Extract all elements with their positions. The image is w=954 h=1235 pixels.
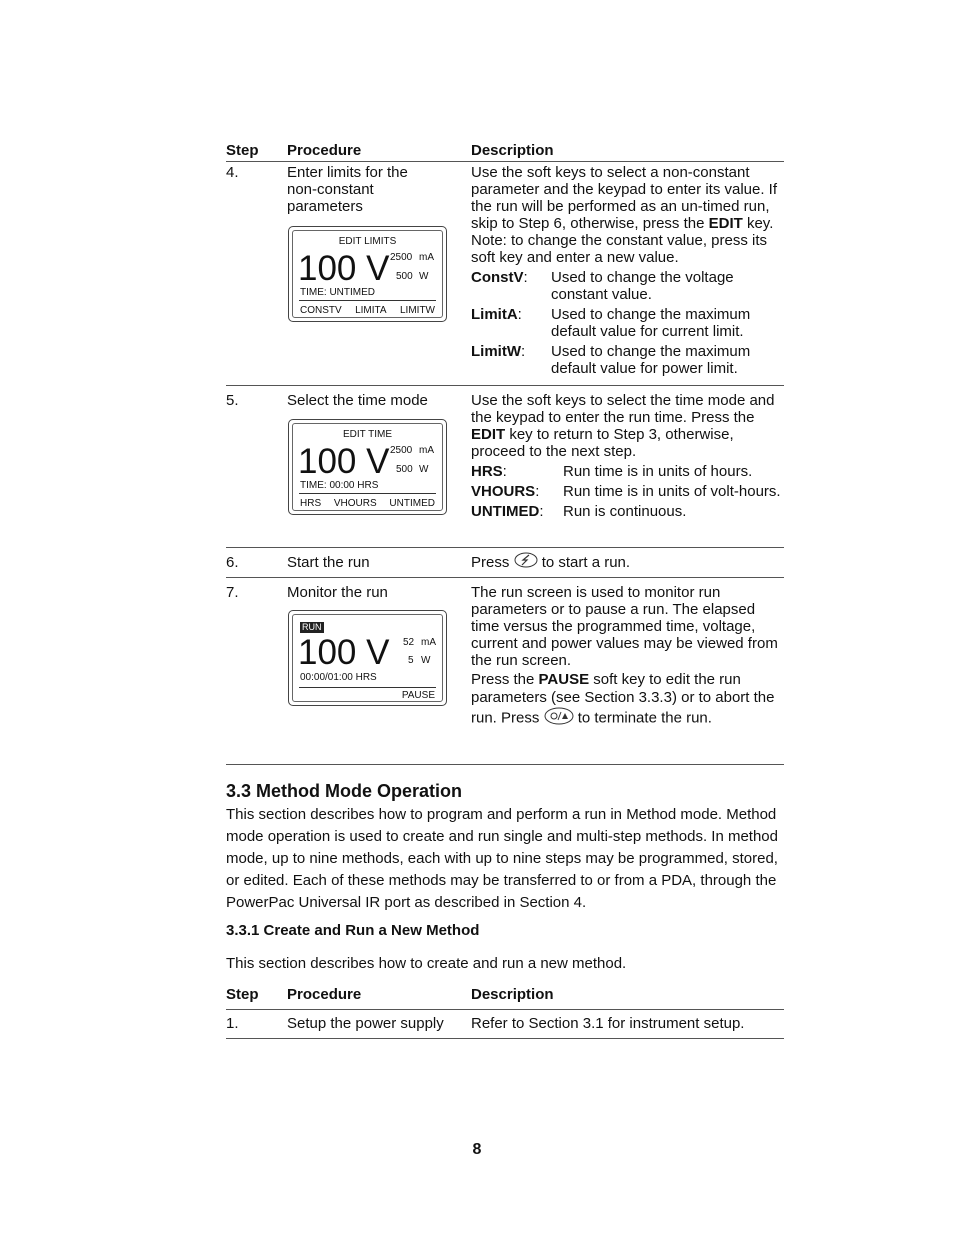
def-text: Used to change the maximum default value for current limit. <box>551 306 751 340</box>
def-text: Used to change the voltage constant value. <box>551 269 734 303</box>
lcd-time: TIME: 00:00 HRS <box>300 480 379 491</box>
def-term: HRS: <box>471 463 507 480</box>
table-header-step: Step <box>226 142 259 159</box>
lcd-current-value: 2500 <box>390 252 413 263</box>
step-number: 1. <box>226 1015 239 1032</box>
lcd-voltage: 100 V <box>298 249 390 288</box>
procedure-text: Monitor the run <box>287 584 388 601</box>
description-text: The run screen is used to monitor run parameters or to pause a run. The elapsed time versus the programmed time, voltage, current and power values may be viewed from the run screen. <box>471 584 778 669</box>
lcd-voltage: 100 V <box>298 633 390 672</box>
lcd-power-unit: W <box>421 655 431 666</box>
def-text: Run time is in units of hours. <box>563 463 753 480</box>
section-title: 3.3 Method Mode Operation <box>226 781 463 801</box>
lcd-time: TIME: UNTIMED <box>300 287 375 298</box>
step-number: 7. <box>226 584 239 601</box>
lcd-voltage: 100 V <box>298 442 390 481</box>
row7-description <box>471 584 787 730</box>
row4-description <box>471 164 787 377</box>
def-text: Used to change the maximum default value for power limit. <box>551 343 751 377</box>
softkey-pause: PAUSE <box>401 690 435 701</box>
softkey-hrs: HRS <box>300 498 322 509</box>
softkey-constv: CONSTV <box>300 305 342 316</box>
table2-header-description: Description <box>471 986 554 1003</box>
lcd-display-edit-time <box>288 419 447 515</box>
def-term: VHOURS: <box>471 483 540 500</box>
row5-description <box>471 392 787 520</box>
lcd-power-value: 500 <box>396 464 413 475</box>
row-rule <box>226 547 784 548</box>
description-text-2: Press the PAUSE soft key to edit the run parameters (see Section 3.3.3) or to abort the run. Press to terminate the run. <box>471 671 787 730</box>
procedure-text: Select the time mode <box>287 392 428 409</box>
row6-description: Press to start a run. <box>471 552 787 574</box>
description-text: Use the soft keys to select a non-constant parameter and the keypad to enter its value. If the run will be performed as an un-timed run, skip to Step 6, otherwise, press the EDIT key. Note: to change the constant value, press its soft key and enter a new value. <box>471 164 778 266</box>
definition-list <box>471 269 787 377</box>
softkey-untimed: UNTIMED <box>389 498 435 509</box>
lcd-display-edit-limits <box>288 226 447 322</box>
page-number: 8 <box>472 1141 482 1158</box>
def-term: ConstV: <box>471 269 528 286</box>
lcd-power-unit: W <box>419 271 429 282</box>
row-rule <box>226 1038 784 1039</box>
table2-header-rule <box>226 1009 784 1010</box>
description-text: Refer to Section 3.1 for instrument setup. <box>471 1015 745 1032</box>
lcd-title: EDIT LIMITS <box>338 236 397 247</box>
table-header-rule <box>226 161 784 162</box>
lcd-power-value: 500 <box>396 271 413 282</box>
step-number: 4. <box>226 164 239 181</box>
description-text: Use the soft keys to select the time mode and the keypad to enter the run time. Press the EDIT key to return to Step 3, otherwise, proceed to the next step. <box>471 392 775 460</box>
lcd-current-value: 2500 <box>390 445 413 456</box>
lcd-softkeys <box>300 498 435 509</box>
softkey-vhours: VHOURS <box>333 498 377 509</box>
step-number: 6. <box>226 554 239 571</box>
softkey-limita: LIMITA <box>355 305 387 316</box>
softkey-limitw: LIMITW <box>400 305 435 316</box>
stop-run-icon <box>544 707 574 730</box>
table2-header-procedure: Procedure <box>287 986 362 1003</box>
table-header-description: Description <box>471 142 554 159</box>
def-term: LimitW: <box>471 343 526 360</box>
start-run-icon <box>514 552 538 574</box>
def-term: LimitA: <box>471 306 522 323</box>
lcd-title: EDIT TIME <box>342 429 393 440</box>
row-rule <box>226 577 784 578</box>
def-term: UNTIMED: <box>471 503 544 520</box>
procedure-text: Enter limits for the non-constant parameters <box>287 164 408 215</box>
def-text: Run time is in units of volt-hours. <box>563 483 781 500</box>
lcd-softkeys <box>300 305 435 316</box>
subsection-intro: This section describes how to create and run a new method. <box>226 955 627 972</box>
lcd-current-unit: mA <box>419 445 434 456</box>
def-text: Run is continuous. <box>563 503 687 520</box>
lcd-divider <box>299 493 436 494</box>
lcd-current-unit: mA <box>421 637 436 648</box>
subsection-title: 3.3.1 Create and Run a New Method <box>226 922 480 939</box>
table2-header-step: Step <box>226 986 259 1003</box>
table-header-procedure: Procedure <box>287 142 362 159</box>
procedure-text: Start the run <box>287 554 370 571</box>
lcd-softkeys <box>300 690 435 701</box>
lcd-display-run <box>288 610 447 706</box>
procedure-text: Setup the power supply <box>287 1015 444 1032</box>
section-intro: This section describes how to program and perform a run in Method mode. Method mode operation is used to create and run single and multi-step methods. In method mode, up to nine methods, each with up to nine steps may be programmed, stored, or edited. Each of these methods may be transferred to or from a PDA, through the PowerPac Universal IR port as described in Section 4. <box>226 806 778 911</box>
lcd-current-value: 52 <box>403 637 415 648</box>
lcd-time: 00:00/01:00 HRS <box>300 672 377 683</box>
step-number: 5. <box>226 392 239 409</box>
definition-list <box>471 463 787 520</box>
row-rule <box>226 764 784 765</box>
lcd-current-unit: mA <box>419 252 434 263</box>
row-rule <box>226 385 784 386</box>
lcd-run-tag: RUN <box>302 622 322 632</box>
lcd-power-unit: W <box>419 464 429 475</box>
lcd-power-value: 5 <box>408 655 414 666</box>
lcd-divider <box>299 687 436 688</box>
lcd-divider <box>299 300 436 301</box>
